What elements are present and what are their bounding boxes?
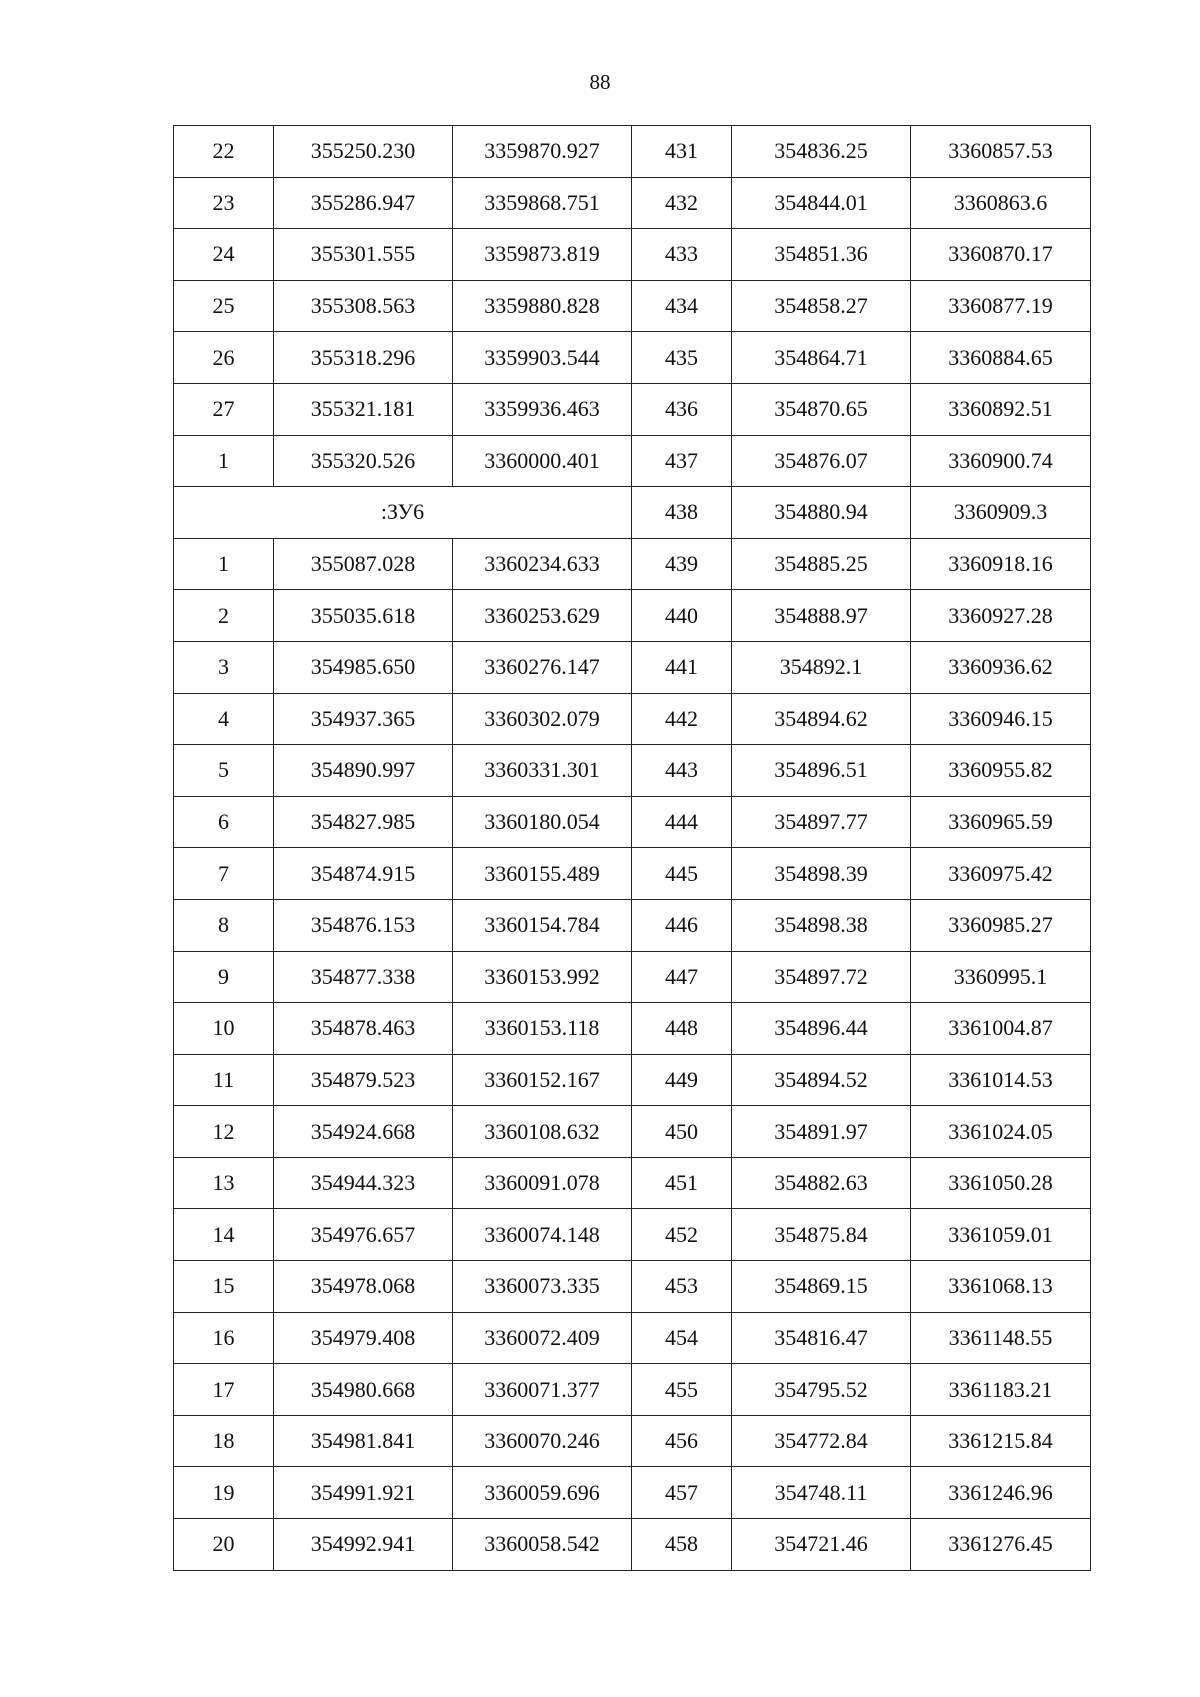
coordinates-table-body (174, 126, 1091, 1571)
point-number-cell: 14 (174, 1209, 274, 1261)
point-number-cell: 452 (632, 1209, 732, 1261)
x-coordinate-cell: 354880.94 (732, 487, 911, 539)
point-number-cell: 453 (632, 1261, 732, 1313)
point-number-cell: 435 (632, 332, 732, 384)
table-row (174, 383, 1091, 435)
y-coordinate-cell: 3360180.054 (453, 796, 632, 848)
point-number-cell: 451 (632, 1157, 732, 1209)
x-coordinate-cell: 354897.72 (732, 951, 911, 1003)
y-coordinate-cell: 3361215.84 (911, 1415, 1091, 1467)
y-coordinate-cell: 3360000.401 (453, 435, 632, 487)
x-coordinate-cell: 355320.526 (274, 435, 453, 487)
x-coordinate-cell: 354892.1 (732, 641, 911, 693)
point-number-cell: 20 (174, 1519, 274, 1571)
x-coordinate-cell: 354864.71 (732, 332, 911, 384)
point-number-cell: 8 (174, 899, 274, 951)
x-coordinate-cell: 354851.36 (732, 229, 911, 281)
x-coordinate-cell: 354844.01 (732, 177, 911, 229)
table-row (174, 487, 1091, 539)
x-coordinate-cell: 354981.841 (274, 1415, 453, 1467)
point-number-cell: 447 (632, 951, 732, 1003)
x-coordinate-cell: 354979.408 (274, 1312, 453, 1364)
y-coordinate-cell: 3360863.6 (911, 177, 1091, 229)
point-number-cell: 24 (174, 229, 274, 281)
x-coordinate-cell: 354869.15 (732, 1261, 911, 1313)
y-coordinate-cell: 3360070.246 (453, 1415, 632, 1467)
y-coordinate-cell: 3360946.15 (911, 693, 1091, 745)
table-row (174, 1003, 1091, 1055)
point-number-cell: 449 (632, 1054, 732, 1106)
y-coordinate-cell: 3360892.51 (911, 383, 1091, 435)
y-coordinate-cell: 3360253.629 (453, 590, 632, 642)
y-coordinate-cell: 3359903.544 (453, 332, 632, 384)
x-coordinate-cell: 354937.365 (274, 693, 453, 745)
x-coordinate-cell: 355318.296 (274, 332, 453, 384)
y-coordinate-cell: 3360918.16 (911, 538, 1091, 590)
y-coordinate-cell: 3361014.53 (911, 1054, 1091, 1106)
x-coordinate-cell: 354876.153 (274, 899, 453, 951)
y-coordinate-cell: 3360857.53 (911, 126, 1091, 178)
table-row (174, 693, 1091, 745)
y-coordinate-cell: 3360877.19 (911, 280, 1091, 332)
table-row (174, 1415, 1091, 1467)
point-number-cell: 23 (174, 177, 274, 229)
table-row (174, 1519, 1091, 1571)
point-number-cell: 448 (632, 1003, 732, 1055)
y-coordinate-cell: 3359868.751 (453, 177, 632, 229)
point-number-cell: 431 (632, 126, 732, 178)
y-coordinate-cell: 3361246.96 (911, 1467, 1091, 1519)
x-coordinate-cell: 355301.555 (274, 229, 453, 281)
point-number-cell: 1 (174, 435, 274, 487)
table-row (174, 332, 1091, 384)
x-coordinate-cell: 354888.97 (732, 590, 911, 642)
table-row (174, 590, 1091, 642)
x-coordinate-cell: 355035.618 (274, 590, 453, 642)
x-coordinate-cell: 354875.84 (732, 1209, 911, 1261)
y-coordinate-cell: 3361183.21 (911, 1364, 1091, 1416)
y-coordinate-cell: 3360058.542 (453, 1519, 632, 1571)
x-coordinate-cell: 354891.97 (732, 1106, 911, 1158)
x-coordinate-cell: 354827.985 (274, 796, 453, 848)
x-coordinate-cell: 355286.947 (274, 177, 453, 229)
point-number-cell: 10 (174, 1003, 274, 1055)
point-number-cell: 2 (174, 590, 274, 642)
point-number-cell: 22 (174, 126, 274, 178)
point-number-cell: 19 (174, 1467, 274, 1519)
point-number-cell: 433 (632, 229, 732, 281)
page-number: 88 (589, 70, 611, 94)
point-number-cell: 27 (174, 383, 274, 435)
x-coordinate-cell: 354894.62 (732, 693, 911, 745)
y-coordinate-cell: 3361148.55 (911, 1312, 1091, 1364)
x-coordinate-cell: 354896.44 (732, 1003, 911, 1055)
point-number-cell: 11 (174, 1054, 274, 1106)
table-row (174, 280, 1091, 332)
x-coordinate-cell: 354879.523 (274, 1054, 453, 1106)
y-coordinate-cell: 3361059.01 (911, 1209, 1091, 1261)
x-coordinate-cell: 354878.463 (274, 1003, 453, 1055)
x-coordinate-cell: 354924.668 (274, 1106, 453, 1158)
y-coordinate-cell: 3360975.42 (911, 848, 1091, 900)
x-coordinate-cell: 354898.38 (732, 899, 911, 951)
point-number-cell: 1 (174, 538, 274, 590)
point-number-cell: 442 (632, 693, 732, 745)
point-number-cell: 15 (174, 1261, 274, 1313)
point-number-cell: 443 (632, 745, 732, 797)
point-number-cell: 13 (174, 1157, 274, 1209)
x-coordinate-cell: 354858.27 (732, 280, 911, 332)
y-coordinate-cell: 3360302.079 (453, 693, 632, 745)
point-number-cell: 18 (174, 1415, 274, 1467)
x-coordinate-cell: 354836.25 (732, 126, 911, 178)
x-coordinate-cell: 354897.77 (732, 796, 911, 848)
x-coordinate-cell: 354898.39 (732, 848, 911, 900)
point-number-cell: 17 (174, 1364, 274, 1416)
x-coordinate-cell: 354978.068 (274, 1261, 453, 1313)
table-row (174, 126, 1091, 178)
point-number-cell: 7 (174, 848, 274, 900)
x-coordinate-cell: 355321.181 (274, 383, 453, 435)
point-number-cell: 441 (632, 641, 732, 693)
table-row (174, 1157, 1091, 1209)
x-coordinate-cell: 355087.028 (274, 538, 453, 590)
point-number-cell: 457 (632, 1467, 732, 1519)
point-number-cell: 455 (632, 1364, 732, 1416)
x-coordinate-cell: 354882.63 (732, 1157, 911, 1209)
y-coordinate-cell: 3360073.335 (453, 1261, 632, 1313)
x-coordinate-cell: 354885.25 (732, 538, 911, 590)
x-coordinate-cell: 355308.563 (274, 280, 453, 332)
y-coordinate-cell: 3360995.1 (911, 951, 1091, 1003)
y-coordinate-cell: 3359936.463 (453, 383, 632, 435)
table-row (174, 951, 1091, 1003)
y-coordinate-cell: 3360927.28 (911, 590, 1091, 642)
x-coordinate-cell: 354795.52 (732, 1364, 911, 1416)
x-coordinate-cell: 354976.657 (274, 1209, 453, 1261)
y-coordinate-cell: 3360152.167 (453, 1054, 632, 1106)
y-coordinate-cell: 3360331.301 (453, 745, 632, 797)
point-number-cell: 5 (174, 745, 274, 797)
point-number-cell: 432 (632, 177, 732, 229)
y-coordinate-cell: 3361276.45 (911, 1519, 1091, 1571)
table-row (174, 1364, 1091, 1416)
x-coordinate-cell: 354890.997 (274, 745, 453, 797)
point-number-cell: 434 (632, 280, 732, 332)
table-row (174, 1312, 1091, 1364)
y-coordinate-cell: 3360091.078 (453, 1157, 632, 1209)
y-coordinate-cell: 3360909.3 (911, 487, 1091, 539)
y-coordinate-cell: 3360154.784 (453, 899, 632, 951)
table-row (174, 641, 1091, 693)
x-coordinate-cell: 354992.941 (274, 1519, 453, 1571)
point-number-cell: 438 (632, 487, 732, 539)
y-coordinate-cell: 3360072.409 (453, 1312, 632, 1364)
point-number-cell: 12 (174, 1106, 274, 1158)
x-coordinate-cell: 354991.921 (274, 1467, 453, 1519)
x-coordinate-cell: 354877.338 (274, 951, 453, 1003)
point-number-cell: 450 (632, 1106, 732, 1158)
y-coordinate-cell: 3360276.147 (453, 641, 632, 693)
x-coordinate-cell: 354985.650 (274, 641, 453, 693)
x-coordinate-cell: 354721.46 (732, 1519, 911, 1571)
table-row (174, 848, 1091, 900)
y-coordinate-cell: 3360965.59 (911, 796, 1091, 848)
y-coordinate-cell: 3359870.927 (453, 126, 632, 178)
y-coordinate-cell: 3360884.65 (911, 332, 1091, 384)
y-coordinate-cell: 3359880.828 (453, 280, 632, 332)
point-number-cell: 436 (632, 383, 732, 435)
point-number-cell: 446 (632, 899, 732, 951)
y-coordinate-cell: 3359873.819 (453, 229, 632, 281)
y-coordinate-cell: 3360870.17 (911, 229, 1091, 281)
y-coordinate-cell: 3361068.13 (911, 1261, 1091, 1313)
point-number-cell: 9 (174, 951, 274, 1003)
x-coordinate-cell: 354894.52 (732, 1054, 911, 1106)
x-coordinate-cell: 354896.51 (732, 745, 911, 797)
point-number-cell: 440 (632, 590, 732, 642)
x-coordinate-cell: 354874.915 (274, 848, 453, 900)
y-coordinate-cell: 3361050.28 (911, 1157, 1091, 1209)
x-coordinate-cell: 354816.47 (732, 1312, 911, 1364)
point-number-cell: 3 (174, 641, 274, 693)
y-coordinate-cell: 3360108.632 (453, 1106, 632, 1158)
table-row (174, 1209, 1091, 1261)
y-coordinate-cell: 3360153.992 (453, 951, 632, 1003)
section-label-cell: :ЗУ6 (174, 487, 632, 539)
y-coordinate-cell: 3361004.87 (911, 1003, 1091, 1055)
table-row (174, 796, 1091, 848)
coordinates-table (173, 125, 1091, 1571)
x-coordinate-cell: 354870.65 (732, 383, 911, 435)
point-number-cell: 439 (632, 538, 732, 590)
table-row (174, 899, 1091, 951)
point-number-cell: 458 (632, 1519, 732, 1571)
point-number-cell: 26 (174, 332, 274, 384)
y-coordinate-cell: 3360900.74 (911, 435, 1091, 487)
x-coordinate-cell: 354944.323 (274, 1157, 453, 1209)
point-number-cell: 4 (174, 693, 274, 745)
x-coordinate-cell: 354772.84 (732, 1415, 911, 1467)
table-row (174, 1261, 1091, 1313)
y-coordinate-cell: 3360955.82 (911, 745, 1091, 797)
y-coordinate-cell: 3360074.148 (453, 1209, 632, 1261)
table-row (174, 229, 1091, 281)
table-row (174, 435, 1091, 487)
x-coordinate-cell: 354748.11 (732, 1467, 911, 1519)
point-number-cell: 445 (632, 848, 732, 900)
y-coordinate-cell: 3360059.696 (453, 1467, 632, 1519)
point-number-cell: 444 (632, 796, 732, 848)
point-number-cell: 6 (174, 796, 274, 848)
y-coordinate-cell: 3360153.118 (453, 1003, 632, 1055)
y-coordinate-cell: 3360936.62 (911, 641, 1091, 693)
point-number-cell: 25 (174, 280, 274, 332)
point-number-cell: 16 (174, 1312, 274, 1364)
x-coordinate-cell: 355250.230 (274, 126, 453, 178)
y-coordinate-cell: 3360234.633 (453, 538, 632, 590)
y-coordinate-cell: 3361024.05 (911, 1106, 1091, 1158)
x-coordinate-cell: 354980.668 (274, 1364, 453, 1416)
y-coordinate-cell: 3360155.489 (453, 848, 632, 900)
x-coordinate-cell: 354876.07 (732, 435, 911, 487)
table-row (174, 1467, 1091, 1519)
table-row (174, 1054, 1091, 1106)
y-coordinate-cell: 3360071.377 (453, 1364, 632, 1416)
point-number-cell: 437 (632, 435, 732, 487)
table-row (174, 745, 1091, 797)
table-row (174, 1106, 1091, 1158)
y-coordinate-cell: 3360985.27 (911, 899, 1091, 951)
table-row (174, 177, 1091, 229)
point-number-cell: 454 (632, 1312, 732, 1364)
table-row (174, 538, 1091, 590)
point-number-cell: 456 (632, 1415, 732, 1467)
